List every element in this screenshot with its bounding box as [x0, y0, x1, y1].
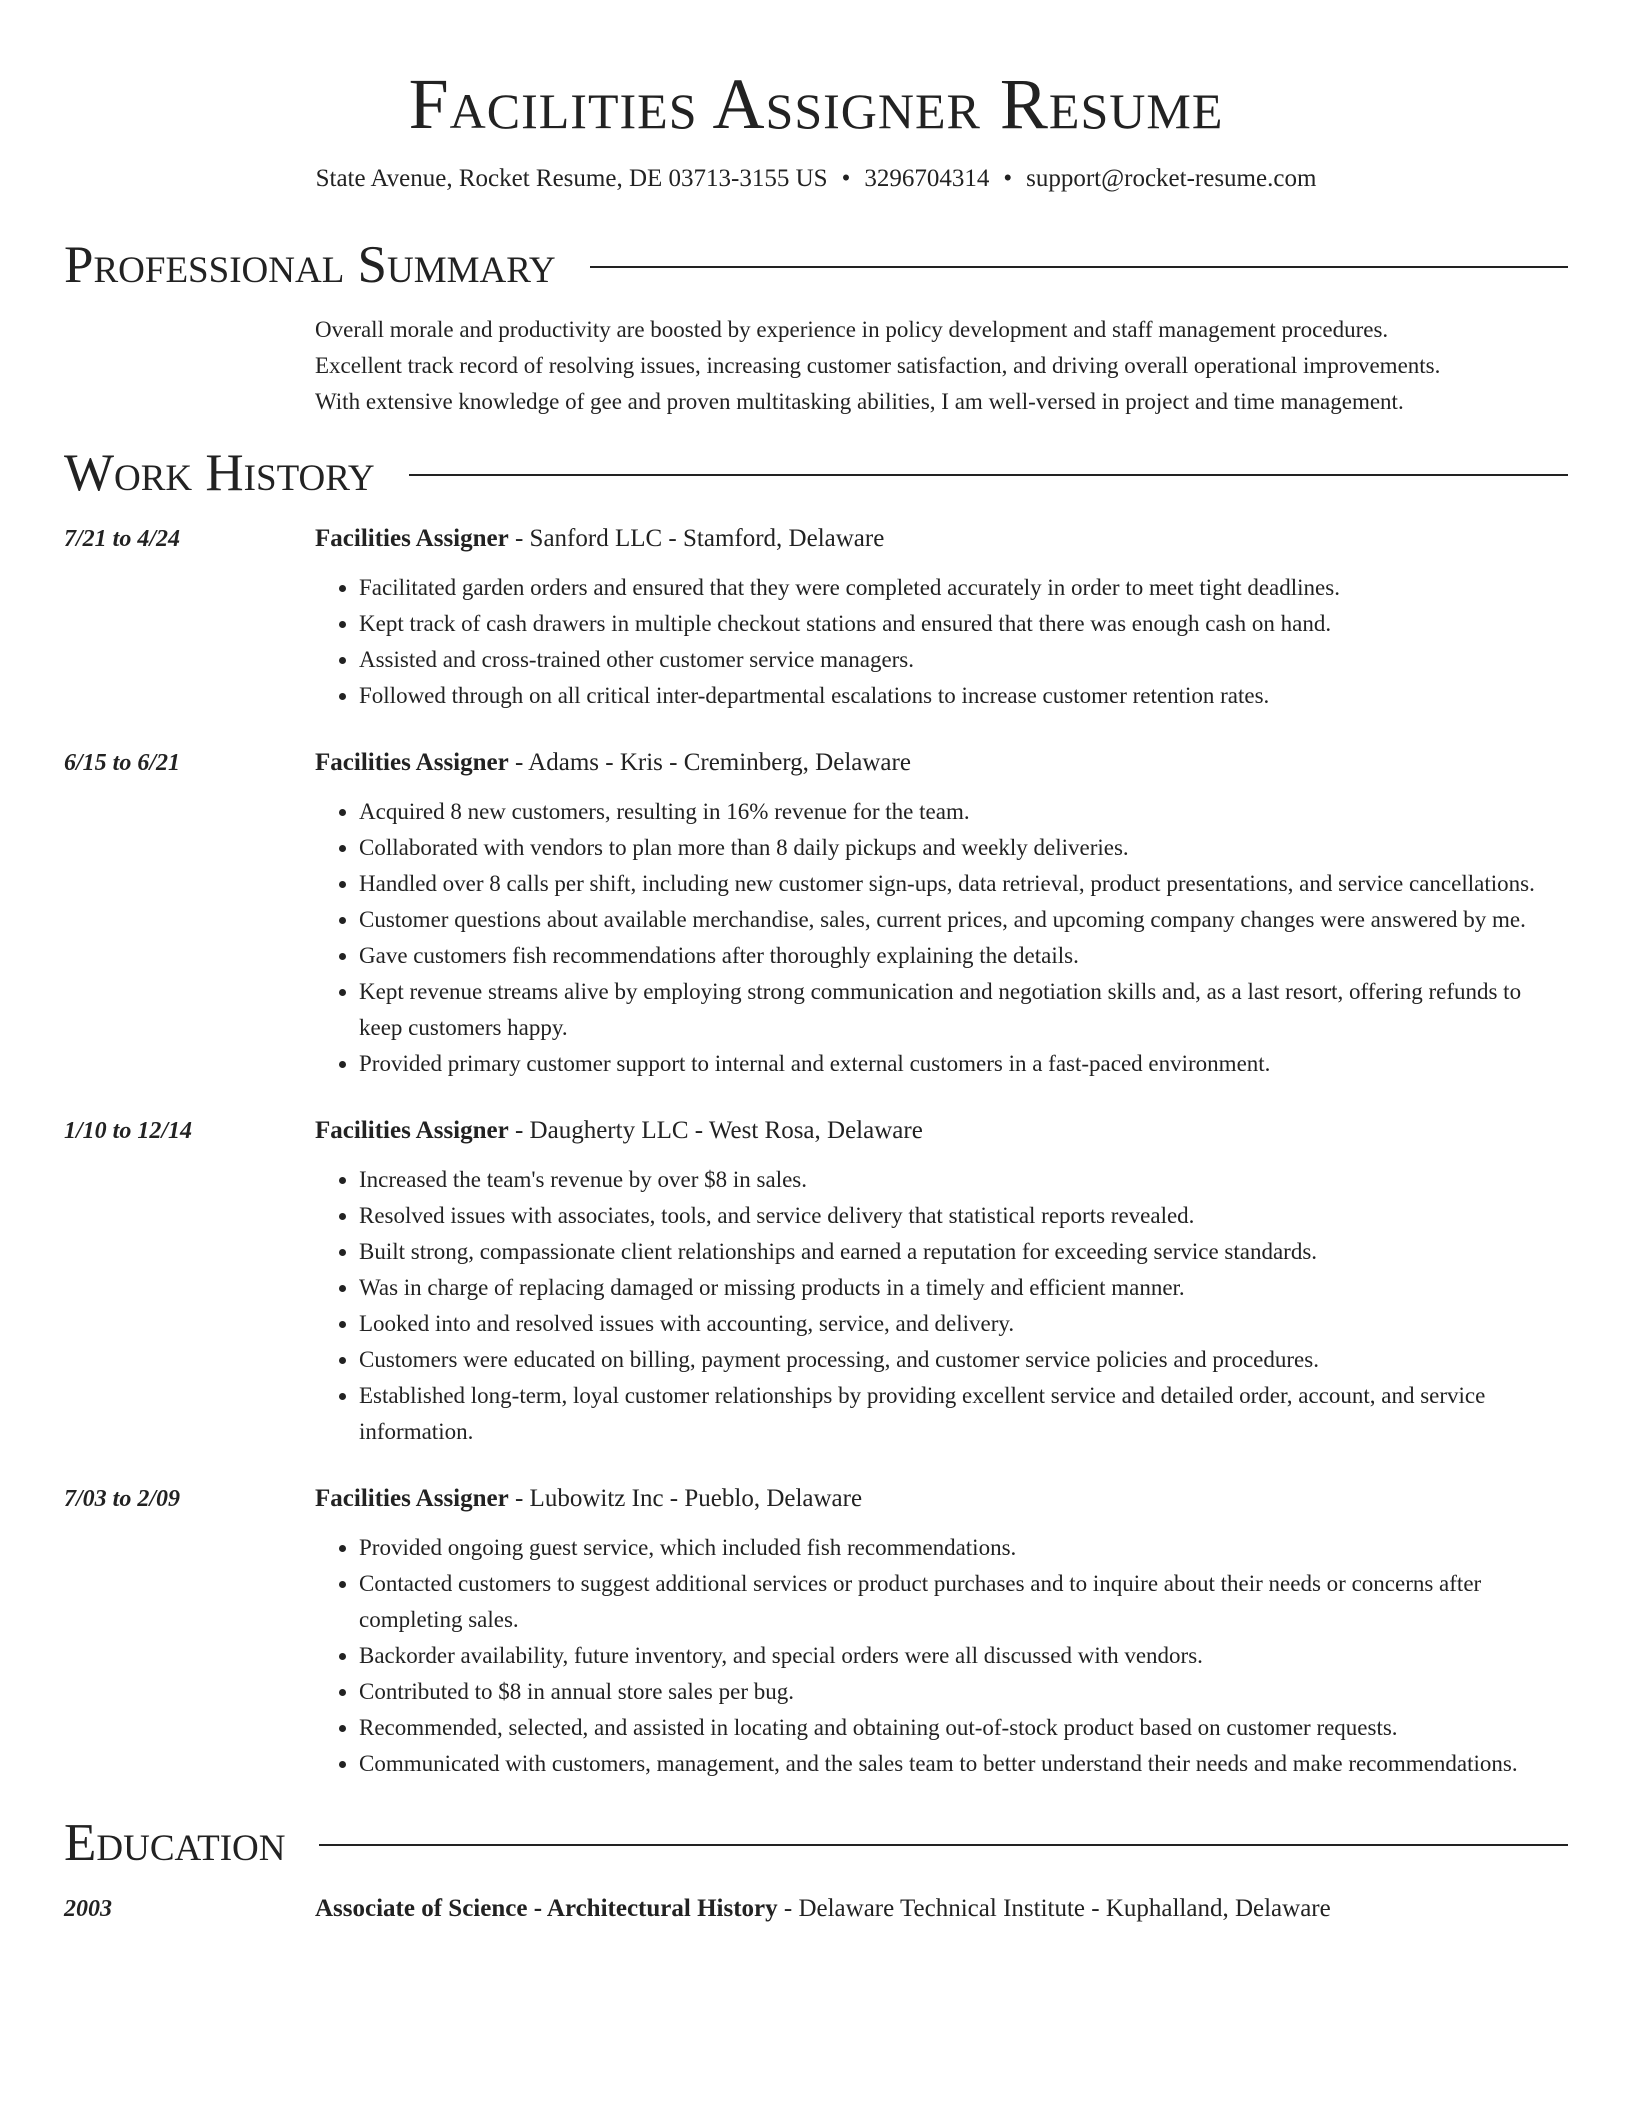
- job-dates: 6/15 to 6/21: [64, 750, 181, 776]
- job-bullet: • Contributed to $8 in annual store sales per bug.: [359, 1674, 1568, 1710]
- job-bullet: • Backorder availability, future inventory, and special orders were all discussed with vendors.: [359, 1638, 1568, 1674]
- job-dates: 1/10 to 12/14: [64, 1118, 193, 1144]
- job-bullet: • Handled over 8 calls per shift, including new customer sign-ups, data retrieval, product presentations, and service cancellations.: [359, 866, 1568, 902]
- education-heading-line: [315, 1892, 1568, 1926]
- job-title: Facilities Assigner: [315, 525, 509, 552]
- job-heading: [315, 1482, 1568, 1516]
- job-bullet: • Communicated with customers, management, and the sales team to better understand their needs and make recommendations.: [359, 1746, 1568, 1782]
- job-bullet: • Established long-term, loyal customer relationships by providing excellent service and detailed order, account, and service information.: [359, 1378, 1568, 1450]
- job-bullet: • Customer questions about available merchandise, sales, current prices, and upcoming company changes were answered by me.: [359, 902, 1568, 938]
- job-bullets: [315, 1530, 1568, 1782]
- job-title: Facilities Assigner: [315, 1117, 509, 1144]
- section-divider: [409, 474, 1568, 476]
- job-heading: [315, 522, 1568, 556]
- education-degree: Associate of Science - Architectural History: [315, 1895, 778, 1922]
- job-bullet: • Recommended, selected, and assisted in locating and obtaining out-of-stock product based on customer requests.: [359, 1710, 1568, 1746]
- job-bullet: • Was in charge of replacing damaged or missing products in a timely and efficient manner.: [359, 1270, 1568, 1306]
- job-bullet: • Increased the team's revenue by over $8 in sales.: [359, 1162, 1568, 1198]
- job-entry: [64, 1482, 1568, 1782]
- job-bullet: • Provided primary customer support to internal and external customers in a fast-paced environment.: [359, 1046, 1568, 1082]
- job-title: Facilities Assigner: [315, 749, 509, 776]
- job-bullet: • Gave customers fish recommendations after thoroughly explaining the details.: [359, 938, 1568, 974]
- job-bullet: • Built strong, compassionate client relationships and earned a reputation for exceeding service standards.: [359, 1234, 1568, 1270]
- contact-line: [64, 162, 1568, 196]
- job-bullet: • Collaborated with vendors to plan more than 8 daily pickups and weekly deliveries.: [359, 830, 1568, 866]
- job-bullet: • Looked into and resolved issues with accounting, service, and delivery.: [359, 1306, 1568, 1342]
- job-employer: - Lubowitz Inc - Pueblo, Delaware: [508, 1485, 863, 1512]
- summary-line: Excellent track record of resolving issues, increasing customer satisfaction, and driving overall operational improvements.: [315, 353, 1441, 378]
- summary-line: Overall morale and productivity are boosted by experience in policy development and staff management procedures.: [315, 317, 1389, 342]
- job-entry: [64, 746, 1568, 1082]
- contact-separator: •: [841, 165, 851, 192]
- job-bullet: • Acquired 8 new customers, resulting in 16% revenue for the team.: [359, 794, 1568, 830]
- education-school: - Delaware Technical Institute - Kuphalland, Delaware: [777, 1895, 1331, 1922]
- summary-section-header: [64, 232, 1568, 298]
- education-section-header: [64, 1810, 1568, 1876]
- job-bullet: • Facilitated garden orders and ensured that they were completed accurately in order to meet tight deadlines.: [359, 570, 1568, 606]
- job-entry: [64, 522, 1568, 714]
- education-entry: [64, 1892, 1568, 1926]
- job-bullet: • Assisted and cross-trained other customer service managers.: [359, 642, 1568, 678]
- work-section-header: [64, 440, 1568, 506]
- contact-phone: 3296704314: [864, 165, 990, 192]
- summary-line: With extensive knowledge of gee and proven multitasking abilities, I am well-versed in project and time management.: [315, 389, 1404, 414]
- job-employer: - Sanford LLC - Stamford, Delaware: [508, 525, 885, 552]
- job-bullets: [315, 1162, 1568, 1450]
- job-dates: 7/21 to 4/24: [64, 526, 181, 552]
- job-bullets: [315, 570, 1568, 714]
- job-heading: [315, 746, 1568, 780]
- section-divider: [319, 1844, 1568, 1846]
- resume-title: Facilities Assigner Resume: [408, 64, 1224, 144]
- job-bullet: • Followed through on all critical inter-departmental escalations to increase customer retention rates.: [359, 678, 1568, 714]
- summary-text: [315, 312, 1568, 420]
- job-bullet: • Customers were educated on billing, payment processing, and customer service policies and procedures.: [359, 1342, 1568, 1378]
- job-bullet: • Contacted customers to suggest additional services or product purchases and to inquire about their needs or concerns after completing sales.: [359, 1566, 1568, 1638]
- contact-address: State Avenue, Rocket Resume, DE 03713-3155 US: [315, 165, 828, 192]
- education-year: 2003: [64, 1896, 112, 1922]
- contact-separator: •: [1003, 165, 1013, 192]
- job-dates: 7/03 to 2/09: [64, 1486, 181, 1512]
- education-heading: Education: [64, 1814, 286, 1872]
- contact-email: support@rocket-resume.com: [1026, 165, 1317, 192]
- job-bullet: • Provided ongoing guest service, which included fish recommendations.: [359, 1530, 1568, 1566]
- job-bullets: [315, 794, 1568, 1082]
- job-heading: [315, 1114, 1568, 1148]
- job-bullet: • Resolved issues with associates, tools, and service delivery that statistical reports revealed.: [359, 1198, 1568, 1234]
- section-divider: [590, 266, 1568, 268]
- summary-heading: Professional Summary: [64, 236, 556, 294]
- job-bullet: • Kept revenue streams alive by employing strong communication and negotiation skills and, as a last resort, offering refunds to keep customers happy.: [359, 974, 1568, 1046]
- job-bullet: • Kept track of cash drawers in multiple checkout stations and ensured that there was enough cash on hand.: [359, 606, 1568, 642]
- work-heading: Work History: [64, 444, 375, 502]
- job-employer: - Daugherty LLC - West Rosa, Delaware: [508, 1117, 923, 1144]
- job-employer: - Adams - Kris - Creminberg, Delaware: [508, 749, 911, 776]
- job-entry: [64, 1114, 1568, 1450]
- job-title: Facilities Assigner: [315, 1485, 509, 1512]
